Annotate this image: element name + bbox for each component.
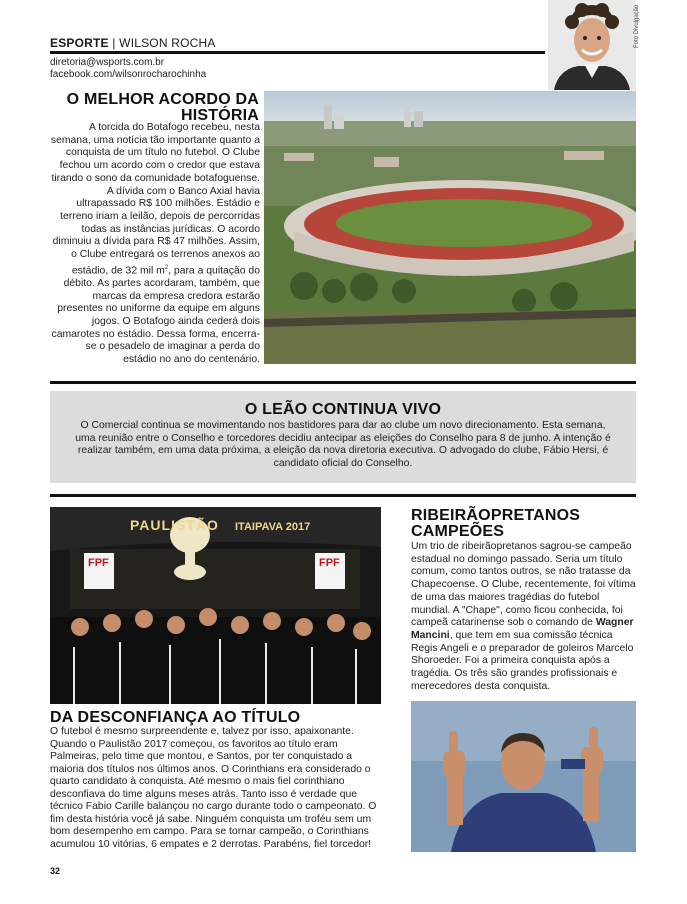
article-4-body xyxy=(411,541,636,693)
fpf-badge-right: FPF xyxy=(319,557,340,569)
section-header xyxy=(50,36,216,50)
article-3-title: DA DESCONFIANÇA AO TÍTULO xyxy=(50,709,301,726)
article-1-body-text-end: , para a quitação do débito. As partes acordaram, também, que marcas da empresa credora estarão presentes no uniforme da equipe em alguns jogos. O Botafogo ainda cederá dois camarotes no estádio. Dessa forma, encerra-se o pesadelo de imaginar a perda do estádio no ano do centenário. xyxy=(51,265,260,366)
article-4-body-text-end: , que tem em sua comissão técnica Regis Angeli e o preparador de goleiros Marcelo Shoroeder. Foi a primeira conquista após a tragédia. Os três são grandes profissionais e merecedores desta conquista. xyxy=(411,629,634,692)
superscript: 2 xyxy=(164,264,169,271)
article-1-body-text: A torcida do Botafogo recebeu, nesta semana, uma notícia tão importante quanto a conquista de um título no futebol. O Clube fechou um acordo com o credor que estava tirando o sono da comunidade botafoguense. A dívida com o Banco Axial havia ultrapassado R$ 100 milhões. Estádio e terreno iriam a leilão, depois de percorridas todas as instâncias jurídicas. O acordo diminuiu a dívida para R$ 47 milhões. Assim, o Clube entregará os terrenos anexos ao estádio, de 32 mil m xyxy=(50,122,260,277)
header-divider xyxy=(50,51,545,54)
article-2-body: O Comercial continua se movimentando nos bastidores para dar ao clube um novo direcionamento. Esta semana, uma reunião entre o Conselho e torcedores decidiu antecipar as eleições do Conselho para 8 de junho. A intenção é realizar também, em uma data próxima, a eleição da nova diretoria executiva. O advogado do clube, Fábio Hersi, é candidato oficial do Conselho. xyxy=(75,420,611,470)
coach-thumbs-up-photo xyxy=(411,701,636,852)
article-1-title: O MELHOR ACORDO DA HISTÓRIA xyxy=(66,91,259,124)
section-divider xyxy=(50,494,636,497)
article-1-body xyxy=(50,122,260,367)
article-3-body: O futebol é mesmo surpreendente e, talvez por isso, apaixonante. Quando o Paulistão 2017 começou, os favoritos ao título eram Palmeiras, pelo time que montou, e Santos, por ter conquistado a maioria dos títulos nos últimos anos. O Corinthians era considerado o quarto candidato à conquista. Até mesmo o mais fiel corinthiano desconfiava do time alguns meses atrás. Tanto isso é verdade que técnico Fabio Carille balançou no cargo durante todo o campeonato. O fim desta história você já sabe. Ninguém conquista um troféu sem um bom desempenho em campo. Para se tornar campeão, o Corinthians acumulou 10 vitórias, 6 empates e 2 derrotas. Parabéns, fiel torcedor! xyxy=(50,726,377,850)
section-divider xyxy=(50,381,636,384)
section-name: ESPORTE xyxy=(50,36,109,50)
section-separator: | xyxy=(112,36,116,50)
columnist-photo xyxy=(548,0,636,90)
article-4-title: RIBEIRÃOPRETANOS CAMPEÕES xyxy=(411,507,581,540)
columnist-name: WILSON ROCHA xyxy=(119,36,216,50)
fpf-badge-left: FPF xyxy=(88,557,109,569)
coach-name: Wagner Mancini xyxy=(411,617,634,641)
page-number: 32 xyxy=(50,866,61,876)
contact-email[interactable]: diretoria@wsports.com.br xyxy=(50,57,165,68)
article-2-title: O LEÃO CONTINUA VIVO xyxy=(244,401,442,418)
contact-facebook[interactable]: facebook.com/wilsonrocharochinha xyxy=(50,69,207,80)
photo-banner-text: PAULISTÃO xyxy=(130,517,219,533)
article-4-body-text: Um trio de ribeirãopretanos sagrou-se campeão estadual no domingo passado. Seria um título comum, como tantos outros, se não tratasse da Chapecoense. O Clube, recentemente, foi vítima de uma das maiores tragédias do futebol mundial. A "Chape", como ficou conhecida, foi campeã catarinense sob o comando de xyxy=(411,541,636,629)
photo-credit: Foto Divulgação xyxy=(634,4,640,48)
photo-banner-text-2: ITAIPAVA 2017 xyxy=(235,521,311,533)
trophy-celebration-photo xyxy=(50,507,381,704)
stadium-aerial-photo xyxy=(264,91,636,364)
